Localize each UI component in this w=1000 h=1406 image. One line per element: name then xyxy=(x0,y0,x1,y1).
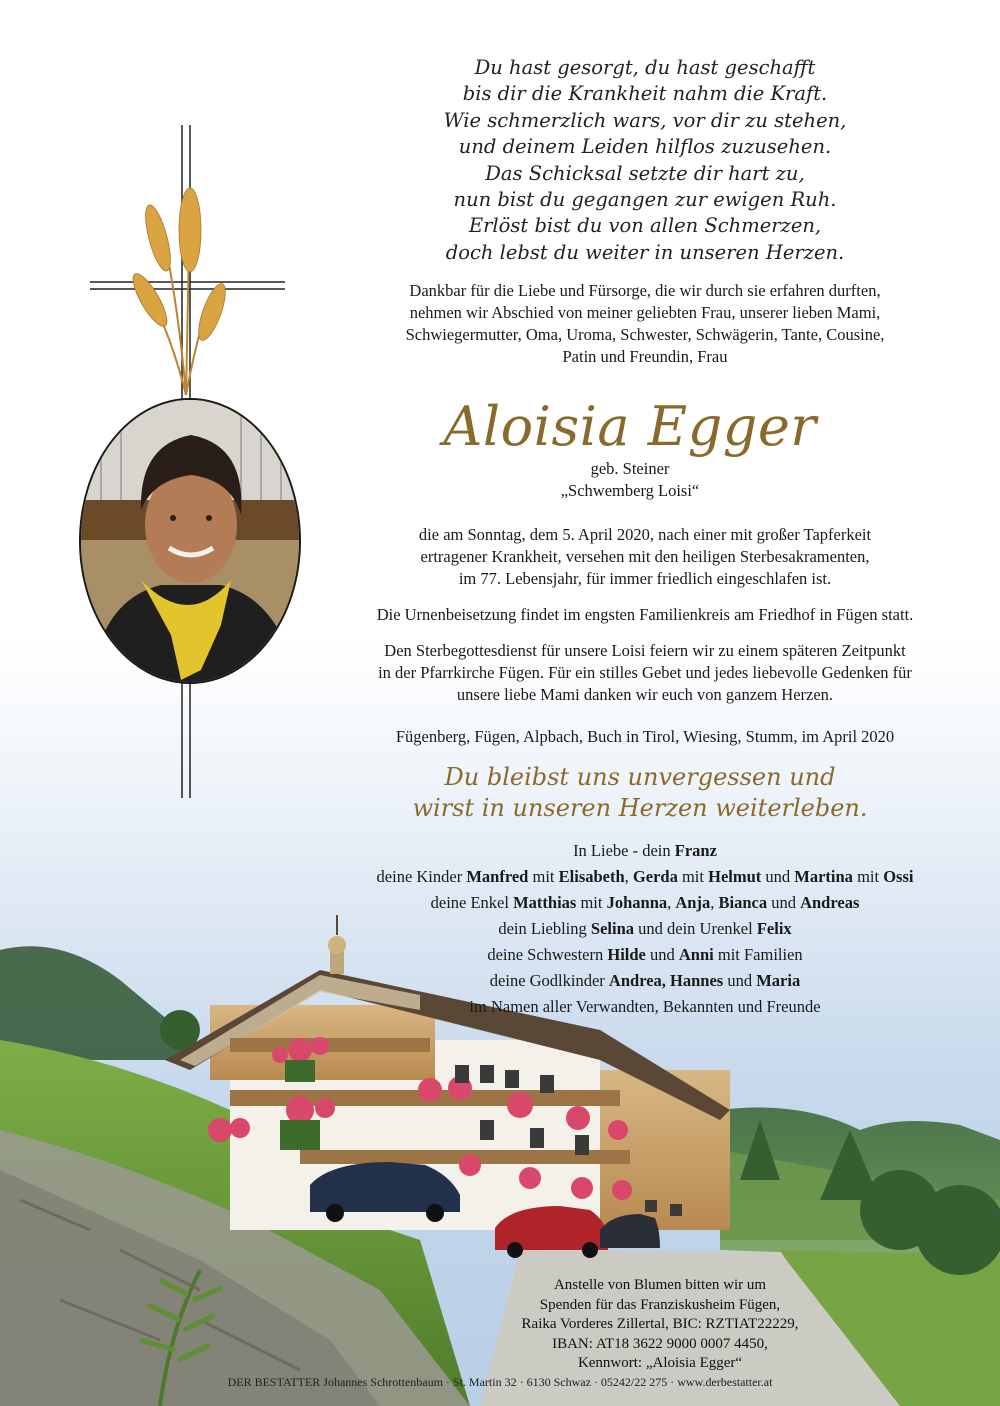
family-closing: im Namen aller Verwandten, Bekannten und Freunde xyxy=(469,997,821,1016)
family-sisters: deine Schwestern Hilde und Anni mit Familien xyxy=(487,945,803,964)
portrait-photo xyxy=(79,398,301,684)
memorial-poem xyxy=(395,55,895,266)
place-date-line: Fügenberg, Fügen, Alpbach, Buch in Tirol, Wiesing, Stumm, im April 2020 xyxy=(395,727,895,746)
death-notice-line: die am Sonntag, dem 5. April 2020, nach einer mit großer Tapferkeit xyxy=(418,525,872,544)
donation-line: Kennwort: „Aloisia Egger“ xyxy=(577,1355,743,1372)
motto-line: wirst in unseren Herzen weiterleben. xyxy=(412,794,868,822)
burial-notice xyxy=(325,604,965,626)
service-line: in der Pfarrkirche Fügen. Für ein stilles Gebet und jedes liebevolle Gedenken für xyxy=(378,663,912,682)
intro-line: nehmen wir Abschied von meiner geliebten Frau, unserer lieben Mami, xyxy=(409,303,881,322)
donation-line: IBAN: AT18 3622 9000 0007 4450, xyxy=(552,1335,768,1352)
donation-line: Anstelle von Blumen bitten wir um xyxy=(553,1277,767,1293)
poem-line: Erlöst bist du von allen Schmerzen, xyxy=(468,214,822,238)
poem-line: doch lebst du weiter in unseren Herzen. xyxy=(445,240,845,264)
death-notice-line: im 77. Lebensjahr, für immer friedlich eingeschlafen ist. xyxy=(458,569,832,588)
burial-line: Die Urnenbeisetzung findet im engsten Familienkreis am Friedhof in Fügen statt. xyxy=(376,605,914,624)
intro-line: Schwiegermutter, Oma, Uroma, Schwester, Schwägerin, Tante, Cousine, xyxy=(405,325,885,344)
poem-line: Wie schmerzlich wars, vor dir zu stehen, xyxy=(443,108,847,132)
intro-line: Dankbar für die Liebe und Fürsorge, die wir durch sie erfahren durften, xyxy=(409,281,881,300)
funeral-home-footer: DER BESTATTER Johannes Schrottenbaum · St. Martin 32 · 6130 Schwaz · 05242/22 275 · www.derbestatter.at xyxy=(227,1375,773,1389)
birth-info xyxy=(480,458,780,502)
birth-name: geb. Steiner xyxy=(590,459,670,478)
donation-request xyxy=(480,1276,840,1374)
service-line: unsere liebe Mami danken wir euch von ganzem Herzen. xyxy=(456,685,834,704)
donation-line: Spenden für das Franziskusheim Fügen, xyxy=(539,1296,781,1313)
family-grandchildren: deine Enkel Matthias mit Johanna, Anja, Bianca und Andreas xyxy=(430,893,860,912)
poem-line: Das Schicksal setzte dir hart zu, xyxy=(485,161,805,185)
family-godchildren: deine Godlkinder Andrea, Hannes und Maria xyxy=(489,971,801,990)
intro-text xyxy=(330,280,960,368)
intro-line: Patin und Freundin, Frau xyxy=(562,347,728,366)
poem-line: bis dir die Krankheit nahm die Kraft. xyxy=(462,82,828,106)
place-date xyxy=(325,726,965,748)
service-line: Den Sterbegottesdienst für unsere Loisi feiern wir zu einem späteren Zeitpunkt xyxy=(384,641,906,660)
death-notice-line: ertragener Krankheit, versehen mit den heiligen Sterbesakramenten, xyxy=(420,547,870,566)
motto xyxy=(370,762,910,824)
nickname: „Schwemberg Loisi“ xyxy=(560,481,700,500)
family-darling: dein Liebling Selina und dein Urenkel Felix xyxy=(498,919,792,938)
poem-line: Du hast gesorgt, du hast geschafft xyxy=(474,56,816,79)
death-notice xyxy=(325,524,965,590)
poem-line: und deinem Leiden hilflos zuzusehen. xyxy=(458,135,832,159)
family-children: deine Kinder Manfred mit Elisabeth, Gerda mit Helmut und Martina mit Ossi xyxy=(376,867,914,886)
motto-line: Du bleibst uns unvergessen und xyxy=(444,763,836,791)
portrait-image xyxy=(81,400,299,682)
service-notice xyxy=(325,640,965,706)
poem-line: nun bist du gegangen zur ewigen Ruh. xyxy=(453,188,837,212)
donation-line: Raika Vorderes Zillertal, BIC: RZTIAT22229, xyxy=(521,1316,799,1333)
family-list xyxy=(325,838,965,1020)
family-husband: In Liebe - dein Franz xyxy=(573,841,717,860)
deceased-name: Aloisia Egger xyxy=(443,395,817,458)
